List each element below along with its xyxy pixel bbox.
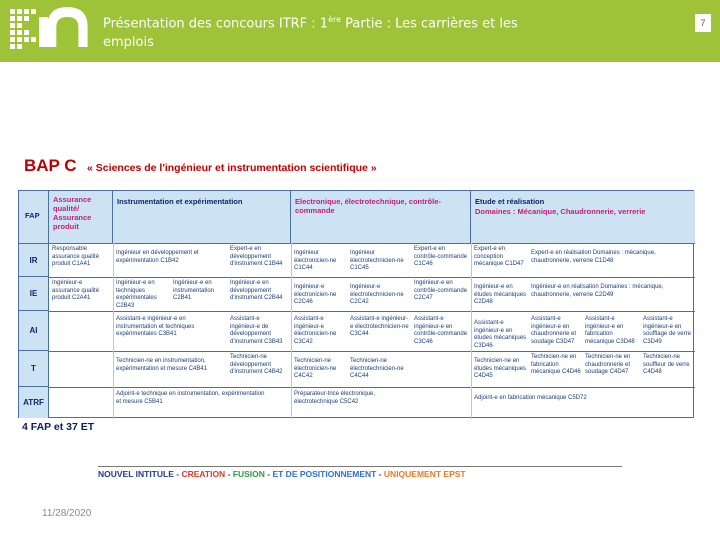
legend-epst-only: UNIQUEMENT EPST bbox=[383, 469, 466, 479]
job-cell: Ingénieur-e en réalisation Domaines : mécanique, chaudronnerie, verrerie C2D49 bbox=[531, 284, 664, 298]
row-divider bbox=[49, 387, 695, 388]
job-cell: Ingénieur-e en instrumentation C2B41 bbox=[173, 280, 215, 301]
job-cell: Expert-e en développement d'instrument C1B44 bbox=[230, 246, 283, 267]
legend-bar bbox=[98, 466, 622, 479]
job-cell: Ingénieur en développement et expérimentation C1B42 bbox=[116, 250, 199, 264]
job-cell: Technicien-ne en fabrication mécanique C4D46 bbox=[531, 354, 581, 375]
job-cell: Technicien-ne en chaudronnerie et soudage C4D47 bbox=[585, 354, 631, 375]
header-etude-sublabel: Domaines : Mécanique, Chaudronnerie, verrerie bbox=[475, 207, 646, 216]
job-cell: Ingénieur-e en techniques expérimentales C2B43 bbox=[116, 280, 157, 309]
job-cell: Assistant-e ingénieur-e de développement d'instrument C3B43 bbox=[230, 316, 283, 345]
job-cell: Assistant-e ingénieur-e en chaudronnerie et soudage C3D47 bbox=[531, 316, 577, 345]
job-cell: Technicien-ne en études mécaniques C4D45 bbox=[474, 358, 527, 379]
bap-code: BAP C bbox=[24, 156, 77, 175]
bap-heading bbox=[24, 156, 704, 176]
job-cell: Adjoint-e technique en instrumentation, expérimentation et mesure C5B41 bbox=[116, 391, 265, 405]
row-label-t: T bbox=[19, 351, 49, 387]
bap-table bbox=[18, 190, 694, 418]
job-cell: Technicien-ne électronicien-ne C4C42 bbox=[294, 358, 337, 379]
job-cell: Responsable assurance qualité produit C1A41 bbox=[52, 246, 100, 267]
col-divider bbox=[291, 243, 292, 419]
job-cell: Ingénieur-e électronicien-ne C2C46 bbox=[294, 284, 337, 305]
row-divider bbox=[49, 277, 695, 278]
job-cell: Expert-e en conception mécanique C1D47 bbox=[474, 246, 524, 267]
job-cell: Assistant-e ingénieur-e électrotechnicien-ne C3C44 bbox=[350, 316, 409, 337]
col-divider bbox=[113, 243, 114, 419]
job-cell: Technicien-ne souffleur de verre C4D48 bbox=[643, 354, 690, 375]
job-cell: Ingénieur-e en études mécaniques C2D48 bbox=[474, 284, 527, 305]
job-cell: Technicien-ne en instrumentation, expérimentation et mesure C4B41 bbox=[116, 358, 208, 372]
legend-separator: - bbox=[264, 469, 273, 479]
header-electronique-label: Electronique, électrotechnique, contrôle-commande bbox=[295, 197, 441, 215]
job-cell: Expert-e en contrôle-commande C1C46 bbox=[414, 246, 468, 267]
job-cell: Ingénieur électronicien-ne C1C44 bbox=[294, 250, 337, 271]
col-divider bbox=[471, 243, 472, 419]
legend-positioning: ET DE POSITIONNEMENT bbox=[272, 469, 377, 479]
job-cell: Technicien-ne électrotechnicien-ne C4C44 bbox=[350, 358, 404, 379]
row-divider bbox=[49, 243, 695, 244]
job-cell: Assistant-e ingénieur-e électronicien-ne C3C42 bbox=[294, 316, 337, 345]
job-cell: Technicien-ne développement d'instrument C4B42 bbox=[230, 354, 283, 375]
header-qualite-label: Assurance qualité/ Assurance produit bbox=[53, 195, 92, 231]
job-cell: Adjoint-e en fabrication mécanique C5D72 bbox=[474, 395, 587, 401]
job-cell: Ingénieur-e en développement d'instrument C2B44 bbox=[230, 280, 283, 301]
job-cell: Assistant-e ingénieur-e en contrôle-commande C3C46 bbox=[414, 316, 468, 345]
legend-fusion: FUSION bbox=[232, 469, 265, 479]
row-label-ai: AI bbox=[19, 311, 49, 351]
row-divider bbox=[49, 351, 695, 352]
job-cell: Ingénieur-e électrotechnicien-ne C2C42 bbox=[350, 284, 404, 305]
job-cell: Ingénieur électrotechnicien-ne C1C45 bbox=[350, 250, 404, 271]
slide-title: Présentation des concours ITRF : 1ère Partie : Les carrières et les emplois bbox=[103, 15, 518, 51]
row-label-atrf: ATRF bbox=[19, 387, 49, 418]
job-cell: Assistant-e ingénieur-e en fabrication mécanique C3D48 bbox=[585, 316, 635, 345]
university-logo bbox=[8, 5, 96, 57]
total-summary: 4 FAP et 37 ET bbox=[22, 421, 95, 433]
header-instrumentation-label: Instrumentation et expérimentation bbox=[117, 197, 243, 206]
job-cell: Expert-e en réalisation Domaines : mécanique, chaudronnerie, verrerie C1D48 bbox=[531, 250, 656, 264]
legend-creation: CREATION bbox=[181, 469, 226, 479]
job-cell: Ingénieur-e en contrôle-commande C2C47 bbox=[414, 280, 468, 301]
job-cell: Préparateur-trice électronique, électrotechnique C5C42 bbox=[294, 391, 376, 405]
job-cell: Assistant-e ingénieur-e en instrumentation et techniques expérimentales C3B41 bbox=[116, 316, 195, 337]
slide-header bbox=[0, 0, 720, 62]
job-cell: Assistant-e ingénieur-e en soufflage de verre C3D49 bbox=[643, 316, 691, 345]
job-cell: Ingénieur-e assurance qualité produit C2A41 bbox=[52, 280, 100, 301]
header-etude-label: Etude et réalisation bbox=[475, 197, 545, 206]
legend-separator: - bbox=[376, 469, 384, 479]
bap-title: « Sciences de l'ingénieur et instrumentation scientifique » bbox=[87, 162, 377, 174]
slide-number: 7 bbox=[695, 14, 711, 32]
job-cell: Assistant-e ingénieur-e en études mécaniques C3D46 bbox=[474, 320, 527, 349]
row-divider bbox=[49, 311, 695, 312]
row-label-ir: IR bbox=[19, 243, 49, 277]
footer-date: 11/28/2020 bbox=[42, 508, 92, 519]
legend-separator: - bbox=[225, 469, 233, 479]
row-label-ie: IE bbox=[19, 277, 49, 311]
legend-separator: - bbox=[173, 469, 182, 479]
corner-label: FAP bbox=[25, 211, 40, 220]
legend-new-title: NOUVEL INTITULE bbox=[98, 469, 174, 479]
